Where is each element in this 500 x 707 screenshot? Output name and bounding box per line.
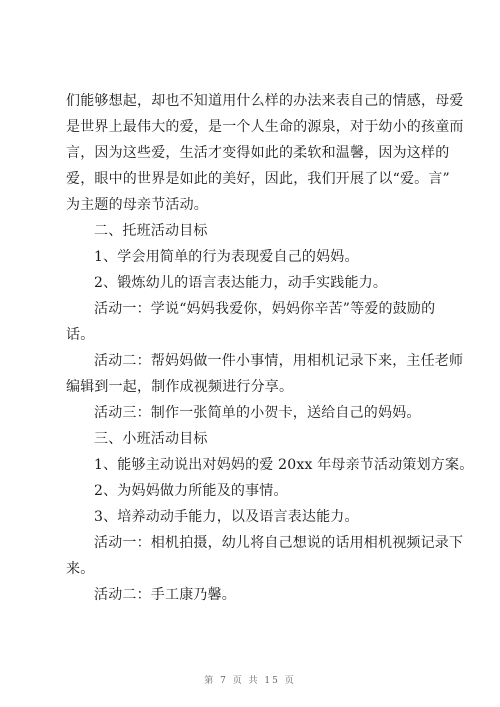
text-line: 是世界上最伟大的爱，是一个人生命的源泉，对于幼小的孩童而 [66, 119, 464, 135]
activity-line: 活动一：相机拍摄，幼儿将自己想说的话用相机视频记录下 [94, 535, 464, 551]
text-line: 话。 [66, 327, 95, 343]
body-text [66, 88, 474, 608]
list-item: 2、锻炼幼儿的语言表达能力，动手实践能力。 [94, 275, 388, 291]
section-heading: 三、小班活动目标 [94, 431, 208, 447]
activity-line: 活动二：帮妈妈做一件小事情，用相机记录下来，主任老师 [94, 353, 464, 369]
text-line: 爱，眼中的世界是如此的美好，因此，我们开展了以“爱。言” [66, 171, 450, 187]
list-item: 3、培养动动手能力，以及语言表达能力。 [94, 509, 359, 525]
text-line: 为主题的母亲节活动。 [66, 197, 208, 213]
text-line: 编辑到一起，制作成视频进行分享。 [66, 379, 294, 395]
activity-line: 活动二：手工康乃馨。 [94, 587, 236, 603]
activity-line: 活动三：制作一张简单的小贺卡，送给自己的妈妈。 [94, 405, 421, 421]
list-item: 2、为妈妈做力所能及的事情。 [94, 483, 288, 499]
list-item: 1、能够主动说出对妈妈的爱 20xx 年母亲节活动策划方案。 [94, 457, 474, 473]
page-number-footer: 第 7 页 共 15 页 [204, 676, 296, 686]
text-line: 言，因为这些爱，生活才变得如此的柔软和温馨，因为这样的 [66, 145, 450, 161]
list-item: 1、学会用简单的行为表现爱自己的妈妈。 [94, 249, 359, 265]
text-line: 来。 [66, 561, 95, 577]
text-line: 们能够想起，却也不知道用什么样的办法来表自己的情感，母爱 [66, 93, 464, 109]
activity-line: 活动一：学说“妈妈我爱你，妈妈你辛苦”等爱的鼓励的 [94, 301, 436, 317]
section-heading: 二、托班活动目标 [94, 223, 208, 239]
